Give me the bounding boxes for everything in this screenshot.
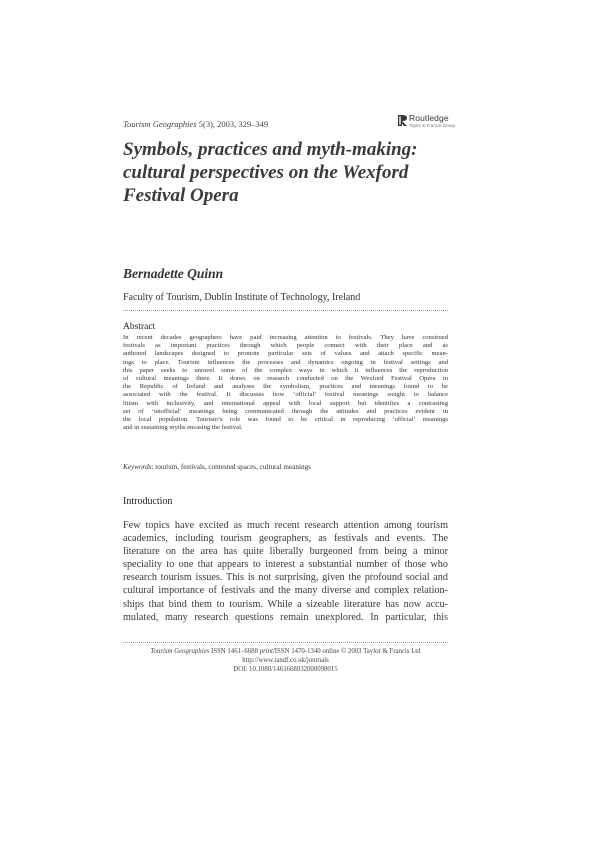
- body-line: academics, including tourism geographers, as festivals and events. The: [123, 533, 448, 545]
- body-line: research tourism issues. This is not surprising, given the profound social and: [123, 572, 448, 584]
- abstract-line: the local population. Tourism’s role was found to be critical in reproducing ‘official’ meanings: [123, 416, 448, 424]
- body-line: cultural importance of festivals and the many diverse and complex relation-: [123, 585, 448, 597]
- divider: [123, 642, 448, 643]
- author-affiliation: Faculty of Tourism, Dublin Institute of Technology, Ireland: [123, 292, 361, 303]
- abstract-line: In recent decades geographers have paid increasing attention to festivals. They have construed: [123, 334, 448, 341]
- author-name: Bernadette Quinn: [123, 266, 224, 281]
- abstract-line: set of ‘unofficial’ meanings being communicated through the attitudes and practices evident in: [123, 407, 448, 415]
- journal-citation: [123, 119, 268, 129]
- footer: [123, 647, 448, 674]
- volume-issue-pages: 5(3), 2003, 329–349: [196, 119, 269, 129]
- title-line: Festival Opera: [123, 185, 239, 206]
- footer-issn-print: ISSN 1461–6688: [209, 648, 260, 655]
- routledge-logo-icon: [398, 115, 407, 126]
- abstract-line: litism with inclusivity, and international appeal with local support but identifies a contrasting: [123, 399, 448, 407]
- footer-url: http://www.tandf.co.uk/journals: [242, 657, 329, 664]
- abstract-line: festivals as important practices through which people connect with their place and as: [123, 342, 448, 350]
- abstract-line: of cultural meanings there. It draws on research conducted on the Wexford Festival Opera in: [123, 375, 448, 383]
- abstract-line: the Republic of Ireland and analyses the symbolism, practices and meanings found to be: [123, 383, 448, 391]
- abstract-line: ings to place. Tourism influences the processes and dynamics ongoing in festival settings and: [123, 358, 448, 366]
- footer-journal-name: Tourism Geographies: [150, 648, 210, 655]
- abstract-heading: Abstract: [123, 322, 156, 332]
- abstract-line: this paper seeks to unravel some of the complex ways in which it influences the reproduction: [123, 366, 448, 374]
- abstract-line: associated with the festival. It discusses how ‘official’ festival meanings sought to balance: [123, 391, 448, 399]
- abstract-line: and in sustaining myths encasing the festival.: [123, 424, 243, 432]
- article-title: [123, 138, 453, 207]
- keywords-text: : tourism, festivals, contested spaces, cultural meanings: [151, 463, 311, 471]
- body-line: speciality to one that appears to interest a substantial number of those who: [123, 559, 448, 571]
- introduction-heading: Introduction: [123, 496, 173, 507]
- title-line: Symbols, practices and myth-making:: [123, 139, 418, 160]
- introduction-text: [123, 519, 448, 624]
- footer-issn: [123, 647, 448, 656]
- publisher-name: Routledge: [409, 113, 449, 123]
- abstract-line: authored landscapes designed to promote particular sets of values and attach specific mean-: [123, 350, 448, 358]
- abstract-text: [123, 334, 448, 432]
- body-line: mulated, many research questions remain unexplored. In particular, this: [123, 611, 448, 623]
- divider: [123, 310, 448, 311]
- body-line: ships that bind them to tourism. While a sizeable literature has now accu-: [123, 598, 448, 610]
- body-line: literature on the area has quite liberally burgeoned from being a minor: [123, 546, 448, 558]
- keywords-label: Keywords: [123, 463, 152, 471]
- keywords: [123, 463, 311, 471]
- title-line: cultural perspectives on the Wexford: [123, 162, 409, 183]
- publisher-logo: [398, 113, 458, 131]
- footer-issn-online: /ISSN 1470-1340 online © 2003 Taylor & Francis Ltd: [272, 648, 421, 655]
- publisher-subname: Taylor & Francis Group: [409, 123, 456, 128]
- footer-doi: DOI: 10.1080/1461668032000098015: [233, 666, 338, 673]
- footer-print-label: print: [259, 648, 273, 655]
- journal-name: Tourism Geographies: [123, 119, 197, 129]
- body-line: Few topics have excited as much recent research attention among tourism: [123, 520, 448, 531]
